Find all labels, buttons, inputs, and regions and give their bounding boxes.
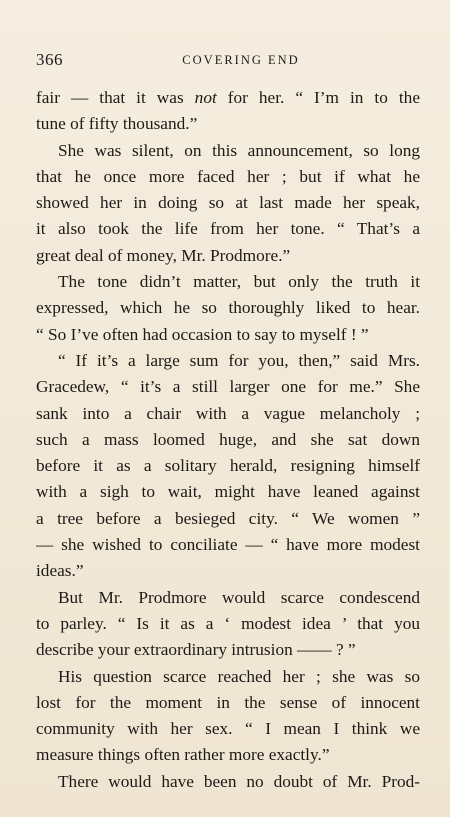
text-line: sank into a chair with a vague melancholy ; — [36, 403, 420, 423]
text-line: fair — that it was not for her. “ I’m in to the — [36, 88, 420, 107]
page-number: 366 — [36, 50, 63, 69]
text-line: She was silent, on this announcement, so long — [58, 140, 420, 160]
text-line: ideas.” — [36, 561, 84, 581]
text-line: describe your extraordinary intrusion —— ? ” — [36, 640, 356, 660]
text-line: before it as a solitary herald, resigning himself — [36, 456, 420, 476]
text-line: such a mass loomed huge, and she sat down — [36, 429, 420, 449]
text-line: community with her sex. “ I mean I think we — [36, 719, 420, 739]
text-line: it also took the life from her tone. “ That’s a — [36, 219, 420, 239]
text-line: His question scarce reached her ; she was so — [58, 666, 420, 686]
text-line: showed her in doing so at last made her speak, — [36, 193, 420, 213]
text-line: with a sigh to wait, might have leaned against — [36, 482, 420, 502]
text-line: The tone didn’t matter, but only the truth it — [58, 272, 420, 292]
text-line: a tree before a besieged city. “ We women ” — [36, 508, 420, 528]
page-header — [36, 50, 416, 72]
text-line: expressed, which he so thoroughly liked to hear. — [36, 298, 420, 318]
text-line: great deal of money, Mr. Prodmore.” — [36, 245, 291, 265]
emphasis: not — [194, 88, 217, 107]
text-line: that he once more faced her ; but if what he — [36, 166, 420, 186]
text-line: measure things often rather more exactly.” — [36, 745, 330, 765]
text-line: “ So I’ve often had occasion to say to myself ! ” — [36, 324, 369, 344]
text-line: There would have been no doubt of Mr. Prod- — [58, 771, 420, 791]
body-text — [36, 85, 420, 795]
text-line: — she wished to conciliate — “ have more modest — [36, 535, 420, 555]
running-head: COVERING END — [182, 53, 300, 67]
text-line: “ If it’s a large sum for you, then,” said Mrs. — [58, 350, 420, 370]
text-line: But Mr. Prodmore would scarce condescend — [58, 587, 420, 607]
text-line: to parley. “ Is it as a ‘ modest idea ’ that you — [36, 613, 420, 633]
text-line: Gracedew, “ it’s a still larger one for me.” She — [36, 377, 420, 397]
text-line: lost for the moment in the sense of innocent — [36, 692, 420, 712]
text-line: tune of fifty thousand.” — [36, 114, 198, 134]
